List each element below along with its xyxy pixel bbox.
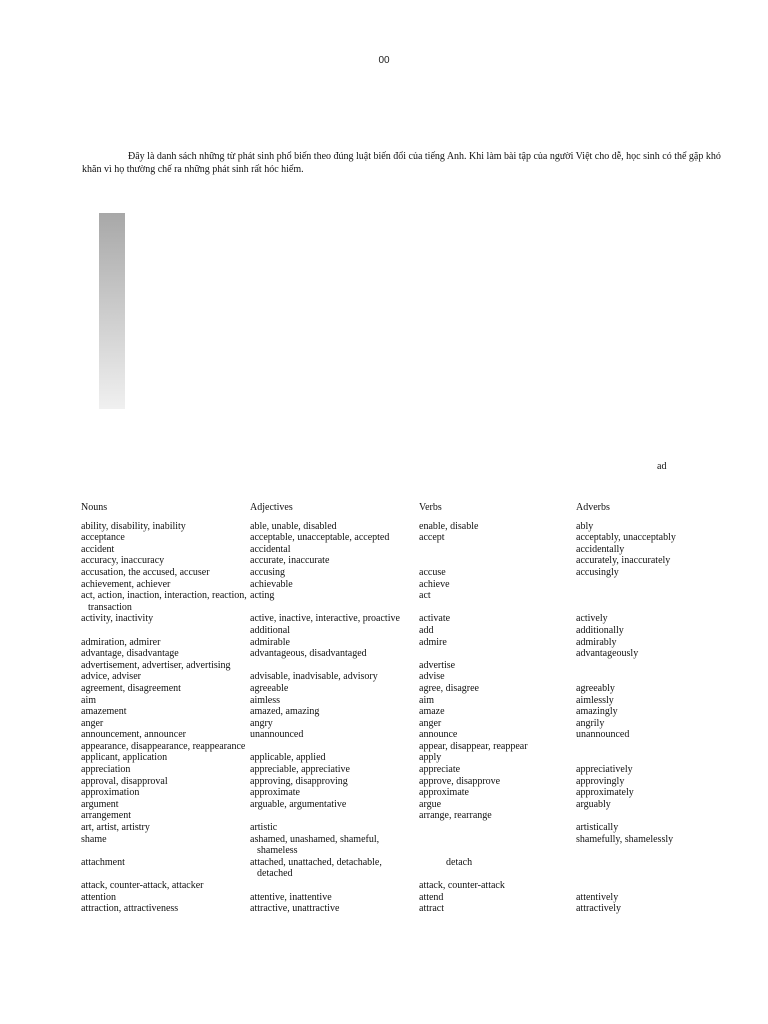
adjective-cell-text: unannounced bbox=[250, 729, 304, 741]
verb-cell bbox=[419, 625, 576, 637]
noun-cell-text: attention bbox=[81, 891, 116, 903]
verb-cell bbox=[419, 567, 576, 579]
adjective-cell-text: applicable, applied bbox=[250, 752, 326, 764]
verb-cell bbox=[419, 892, 576, 904]
adjective-cell-text: additional bbox=[250, 624, 290, 636]
verb-cell bbox=[419, 752, 576, 764]
noun-cell-text: approximation bbox=[81, 787, 140, 799]
verb-cell bbox=[419, 613, 576, 625]
adverb-cell-text: accidentally bbox=[576, 543, 625, 555]
table-row bbox=[81, 695, 701, 707]
page-header-mark: 00 bbox=[378, 55, 390, 66]
table-row bbox=[81, 660, 701, 672]
adverb-cell-text: angrily bbox=[576, 717, 605, 729]
adjective-cell-text: agreeable bbox=[250, 682, 289, 694]
adjective-cell bbox=[250, 822, 419, 834]
verb-cell bbox=[419, 695, 576, 707]
table-row bbox=[81, 729, 701, 741]
verb-cell bbox=[419, 648, 576, 660]
adverb-cell bbox=[576, 741, 701, 753]
verb-cell bbox=[419, 764, 576, 776]
adverb-cell bbox=[576, 637, 701, 649]
column-header-adverbs: Adverbs bbox=[576, 502, 610, 513]
adjective-cell-text: approximate bbox=[250, 787, 300, 799]
adverb-cell bbox=[576, 567, 701, 579]
table-row bbox=[81, 613, 701, 625]
verb-cell bbox=[419, 532, 576, 544]
adverb-cell bbox=[576, 660, 701, 672]
verb-cell-text: announce bbox=[419, 729, 458, 741]
adjective-cell bbox=[250, 648, 419, 660]
adverb-cell bbox=[576, 857, 701, 880]
noun-cell bbox=[81, 822, 250, 834]
verb-cell bbox=[419, 683, 576, 695]
adjective-cell-text: able, unable, disabled bbox=[250, 520, 337, 532]
noun-cell bbox=[81, 521, 250, 533]
table-row bbox=[81, 903, 701, 915]
noun-cell-text: art, artist, artistry bbox=[81, 822, 150, 834]
adverb-cell bbox=[576, 613, 701, 625]
adjective-cell bbox=[250, 579, 419, 591]
noun-cell-text: attack, counter-attack, attacker bbox=[81, 880, 204, 891]
adjective-cell bbox=[250, 857, 419, 880]
corner-text: ad bbox=[657, 461, 667, 472]
noun-cell-text: applicant, application bbox=[81, 752, 168, 764]
verb-cell-text: appear, disappear, reappear bbox=[419, 740, 528, 752]
table-row bbox=[81, 590, 701, 613]
noun-cell bbox=[81, 706, 250, 718]
table-row bbox=[81, 857, 701, 880]
intro-paragraph: Đây là danh sách những từ phát sinh phổ biến theo đúng luật biến đổi của tiếng Anh. Khi làm bài tập của người Việt cho dễ, học sinh có thể gặp khó khăn vì họ thường chế ra những phát sinh rất hóc hiểm. bbox=[82, 151, 721, 175]
adverb-cell bbox=[576, 799, 701, 811]
noun-cell-text: shame bbox=[81, 833, 107, 845]
adverb-cell bbox=[576, 787, 701, 799]
verb-cell bbox=[419, 671, 576, 683]
verb-cell-text: approve, disapprove bbox=[419, 775, 501, 787]
adjective-cell bbox=[250, 892, 419, 904]
adverb-cell-text: accusingly bbox=[576, 566, 619, 578]
noun-cell-text: achievement, achiever bbox=[81, 578, 171, 590]
adjective-cell-text: attractive, unattractive bbox=[250, 903, 340, 915]
adverb-cell-text: attentively bbox=[576, 891, 619, 903]
adjective-cell bbox=[250, 706, 419, 718]
adverb-cell-text: arguably bbox=[576, 798, 611, 810]
adjective-cell bbox=[250, 764, 419, 776]
noun-cell-text: advice, adviser bbox=[81, 671, 141, 683]
table-row bbox=[81, 544, 701, 556]
adjective-cell bbox=[250, 880, 419, 892]
verb-cell bbox=[419, 544, 576, 556]
table-row bbox=[81, 579, 701, 591]
verb-cell-text: detach bbox=[446, 856, 473, 868]
adverb-cell bbox=[576, 532, 701, 544]
adverb-cell-text: approximately bbox=[576, 787, 634, 799]
verb-cell bbox=[419, 729, 576, 741]
adjective-cell bbox=[250, 671, 419, 683]
verb-cell-text: act bbox=[419, 590, 431, 602]
noun-cell-text: admiration, admirer bbox=[81, 636, 161, 648]
noun-cell-text: advertisement, advertiser, advertising bbox=[81, 659, 231, 671]
adverb-cell bbox=[576, 903, 701, 915]
adverb-cell-text: additionally bbox=[576, 624, 624, 636]
noun-cell-text: appearance, disappearance, reappearance bbox=[81, 740, 246, 752]
adverb-cell-text: aimlessly bbox=[576, 694, 614, 706]
adjective-cell-text: advisable, inadvisable, advisory bbox=[250, 671, 378, 683]
adjective-cell bbox=[250, 741, 419, 753]
noun-cell bbox=[81, 799, 250, 811]
adjective-cell-text: angry bbox=[250, 717, 273, 729]
adverb-cell bbox=[576, 834, 701, 857]
verb-cell bbox=[419, 810, 576, 822]
adverb-cell bbox=[576, 764, 701, 776]
table-row bbox=[81, 718, 701, 730]
adjective-cell bbox=[250, 590, 419, 613]
adjective-cell bbox=[250, 625, 419, 637]
verb-cell bbox=[419, 741, 576, 753]
adverb-cell bbox=[576, 671, 701, 683]
noun-cell bbox=[81, 718, 250, 730]
adjective-cell bbox=[250, 532, 419, 544]
noun-cell bbox=[81, 776, 250, 788]
adjective-cell bbox=[250, 799, 419, 811]
table-row bbox=[81, 671, 701, 683]
adjective-cell bbox=[250, 521, 419, 533]
adjective-cell-text: accurate, inaccurate bbox=[250, 555, 330, 567]
noun-cell bbox=[81, 810, 250, 822]
adverb-cell bbox=[576, 752, 701, 764]
adverb-cell bbox=[576, 625, 701, 637]
noun-cell-text: announcement, announcer bbox=[81, 729, 186, 741]
adverb-cell-text: acceptably, unacceptably bbox=[576, 532, 676, 544]
adjective-cell bbox=[250, 683, 419, 695]
adverb-cell-text: admirably bbox=[576, 636, 617, 648]
table-row bbox=[81, 764, 701, 776]
gradient-bar bbox=[99, 213, 125, 409]
table-row bbox=[81, 741, 701, 753]
adjective-cell-text: amazed, amazing bbox=[250, 706, 320, 718]
noun-cell bbox=[81, 544, 250, 556]
table-row bbox=[81, 567, 701, 579]
adjective-cell-text: arguable, argumentative bbox=[250, 798, 347, 810]
verb-cell-text: enable, disable bbox=[419, 520, 479, 532]
verb-cell-text: advertise bbox=[419, 659, 456, 671]
noun-cell-text: argument bbox=[81, 798, 119, 810]
verb-cell bbox=[419, 857, 576, 880]
verb-cell-text: advise bbox=[419, 671, 445, 683]
verb-cell bbox=[419, 834, 576, 857]
noun-cell-text: act, action, inaction, interaction, reaction, transaction bbox=[81, 590, 247, 613]
adverb-cell bbox=[576, 776, 701, 788]
adjective-cell bbox=[250, 695, 419, 707]
table-row bbox=[81, 892, 701, 904]
noun-cell bbox=[81, 660, 250, 672]
noun-cell-text: activity, inactivity bbox=[81, 613, 154, 625]
table-row bbox=[81, 822, 701, 834]
verb-cell-text: add bbox=[419, 624, 434, 636]
noun-cell bbox=[81, 880, 250, 892]
noun-cell bbox=[81, 671, 250, 683]
adjective-cell-text: accidental bbox=[250, 543, 291, 555]
verb-cell-text: amaze bbox=[419, 706, 445, 718]
adverb-cell-text: approvingly bbox=[576, 775, 625, 787]
adverb-cell-text: accurately, inaccurately bbox=[576, 555, 671, 567]
adverb-cell-text: appreciatively bbox=[576, 764, 633, 776]
noun-cell-text: approval, disapproval bbox=[81, 775, 168, 787]
adjective-cell-text: artistic bbox=[250, 822, 278, 834]
noun-cell bbox=[81, 579, 250, 591]
noun-cell bbox=[81, 787, 250, 799]
noun-cell-text: attachment bbox=[81, 856, 125, 868]
verb-cell bbox=[419, 579, 576, 591]
adverb-cell-text: attractively bbox=[576, 903, 621, 915]
noun-cell bbox=[81, 567, 250, 579]
verb-cell-text: arrange, rearrange bbox=[419, 810, 492, 822]
verb-cell bbox=[419, 521, 576, 533]
adjective-cell-text: acceptable, unacceptable, accepted bbox=[250, 532, 390, 544]
adjective-cell-text: aimless bbox=[250, 694, 280, 706]
verb-cell-text: achieve bbox=[419, 578, 450, 590]
word-forms-table bbox=[81, 502, 701, 915]
verb-cell-text: attend bbox=[419, 891, 444, 903]
noun-cell-text: amazement bbox=[81, 706, 127, 718]
verb-cell bbox=[419, 590, 576, 613]
adjective-cell bbox=[250, 660, 419, 672]
adverb-cell bbox=[576, 810, 701, 822]
noun-cell-text: agreement, disagreement bbox=[81, 682, 181, 694]
table-row bbox=[81, 683, 701, 695]
adverb-cell-text: shamefully, shamelessly bbox=[576, 833, 674, 845]
noun-cell-text: advantage, disadvantage bbox=[81, 648, 179, 660]
noun-cell bbox=[81, 857, 250, 880]
adverb-cell bbox=[576, 579, 701, 591]
adjective-cell bbox=[250, 903, 419, 915]
adverb-cell bbox=[576, 648, 701, 660]
table-row bbox=[81, 532, 701, 544]
verb-cell bbox=[419, 555, 576, 567]
adjective-cell bbox=[250, 834, 419, 857]
table-row bbox=[81, 521, 701, 533]
adjective-cell bbox=[250, 787, 419, 799]
table-row bbox=[81, 625, 701, 637]
verb-cell-text: accuse bbox=[419, 566, 446, 578]
adverb-cell-text: unannounced bbox=[576, 729, 630, 741]
noun-cell bbox=[81, 834, 250, 857]
table-row bbox=[81, 787, 701, 799]
table-row bbox=[81, 637, 701, 649]
noun-cell bbox=[81, 648, 250, 660]
verb-cell bbox=[419, 822, 576, 834]
adjective-cell bbox=[250, 718, 419, 730]
adjective-cell-text: advantageous, disadvantaged bbox=[250, 648, 367, 660]
adverb-cell bbox=[576, 683, 701, 695]
verb-cell bbox=[419, 776, 576, 788]
adjective-cell bbox=[250, 729, 419, 741]
verb-cell bbox=[419, 903, 576, 915]
adjective-cell bbox=[250, 567, 419, 579]
column-header-nouns: Nouns bbox=[81, 502, 108, 513]
adverb-cell-text: actively bbox=[576, 613, 608, 625]
noun-cell-text: anger bbox=[81, 717, 104, 729]
verb-cell-text: admire bbox=[419, 636, 447, 648]
adjective-cell-text: attached, unattached, detachable, detached bbox=[250, 856, 382, 880]
adjective-cell-text: attentive, inattentive bbox=[250, 891, 332, 903]
adverb-cell-text: agreeably bbox=[576, 682, 615, 694]
table-row bbox=[81, 706, 701, 718]
verb-cell bbox=[419, 718, 576, 730]
adverb-cell bbox=[576, 706, 701, 718]
verb-cell-text: attack, counter-attack bbox=[419, 880, 505, 891]
adverb-cell-text: ably bbox=[576, 520, 594, 532]
verb-cell-text: agree, disagree bbox=[419, 682, 479, 694]
adjective-cell-text: achievable bbox=[250, 578, 293, 590]
table-row bbox=[81, 799, 701, 811]
verb-cell-text: accept bbox=[419, 532, 445, 544]
adjective-cell-text: admirable bbox=[250, 636, 290, 648]
verb-cell bbox=[419, 637, 576, 649]
table-row bbox=[81, 752, 701, 764]
noun-cell bbox=[81, 752, 250, 764]
adverb-cell-text: advantageously bbox=[576, 648, 639, 660]
adverb-cell bbox=[576, 718, 701, 730]
adverb-cell bbox=[576, 695, 701, 707]
adverb-cell-text: artistically bbox=[576, 822, 619, 834]
table-row bbox=[81, 810, 701, 822]
noun-cell-text: aim bbox=[81, 694, 96, 706]
adverb-cell bbox=[576, 822, 701, 834]
noun-cell bbox=[81, 892, 250, 904]
verb-cell-text: anger bbox=[419, 717, 442, 729]
noun-cell bbox=[81, 590, 250, 613]
table-row bbox=[81, 880, 701, 892]
verb-cell bbox=[419, 880, 576, 892]
column-header-adjectives: Adjectives bbox=[250, 502, 293, 513]
verb-cell bbox=[419, 660, 576, 672]
adjective-cell bbox=[250, 544, 419, 556]
adjective-cell-text: active, inactive, interactive, proactive bbox=[250, 613, 400, 625]
noun-cell bbox=[81, 764, 250, 776]
table-row bbox=[81, 555, 701, 567]
adverb-cell bbox=[576, 892, 701, 904]
verb-cell bbox=[419, 706, 576, 718]
verb-cell-text: approximate bbox=[419, 787, 469, 799]
noun-cell-text: arrangement bbox=[81, 810, 131, 822]
verb-cell-text: argue bbox=[419, 798, 442, 810]
verb-cell-text: activate bbox=[419, 613, 451, 625]
adjective-cell bbox=[250, 752, 419, 764]
adverb-cell bbox=[576, 880, 701, 892]
noun-cell bbox=[81, 695, 250, 707]
verb-cell bbox=[419, 787, 576, 799]
noun-cell bbox=[81, 555, 250, 567]
adjective-cell-text: ashamed, unashamed, shameful, shameless bbox=[250, 833, 380, 857]
adjective-cell bbox=[250, 810, 419, 822]
adjective-cell-text: approving, disapproving bbox=[250, 775, 348, 787]
noun-cell bbox=[81, 741, 250, 753]
adverb-cell bbox=[576, 590, 701, 613]
adverb-cell bbox=[576, 521, 701, 533]
verb-cell-text: appreciate bbox=[419, 764, 461, 776]
adjective-cell bbox=[250, 637, 419, 649]
noun-cell bbox=[81, 625, 250, 637]
noun-cell-text: accusation, the accused, accuser bbox=[81, 566, 210, 578]
noun-cell-text: accuracy, inaccuracy bbox=[81, 555, 165, 567]
adverb-cell bbox=[576, 544, 701, 556]
adjective-cell-text: appreciable, appreciative bbox=[250, 764, 350, 776]
table-header-row bbox=[81, 502, 701, 521]
table-row bbox=[81, 776, 701, 788]
adjective-cell-text: accusing bbox=[250, 566, 285, 578]
noun-cell-text: acceptance bbox=[81, 532, 125, 544]
verb-cell-text: aim bbox=[419, 694, 434, 706]
verb-cell-text: apply bbox=[419, 752, 442, 764]
noun-cell bbox=[81, 903, 250, 915]
noun-cell-text: attraction, attractiveness bbox=[81, 903, 179, 915]
table-row bbox=[81, 834, 701, 857]
adjective-cell bbox=[250, 613, 419, 625]
adverb-cell-text: amazingly bbox=[576, 706, 618, 718]
noun-cell-text: accident bbox=[81, 543, 115, 555]
table-row bbox=[81, 648, 701, 660]
verb-cell-text: attract bbox=[419, 903, 444, 915]
column-header-verbs: Verbs bbox=[419, 502, 442, 513]
noun-cell-text: ability, disability, inability bbox=[81, 520, 186, 532]
noun-cell bbox=[81, 613, 250, 625]
noun-cell bbox=[81, 729, 250, 741]
adjective-cell bbox=[250, 555, 419, 567]
verb-cell bbox=[419, 799, 576, 811]
noun-cell bbox=[81, 683, 250, 695]
noun-cell bbox=[81, 532, 250, 544]
noun-cell-text: appreciation bbox=[81, 764, 131, 776]
adverb-cell bbox=[576, 555, 701, 567]
adjective-cell-text: acting bbox=[250, 590, 275, 602]
noun-cell bbox=[81, 637, 250, 649]
adverb-cell bbox=[576, 729, 701, 741]
adjective-cell bbox=[250, 776, 419, 788]
